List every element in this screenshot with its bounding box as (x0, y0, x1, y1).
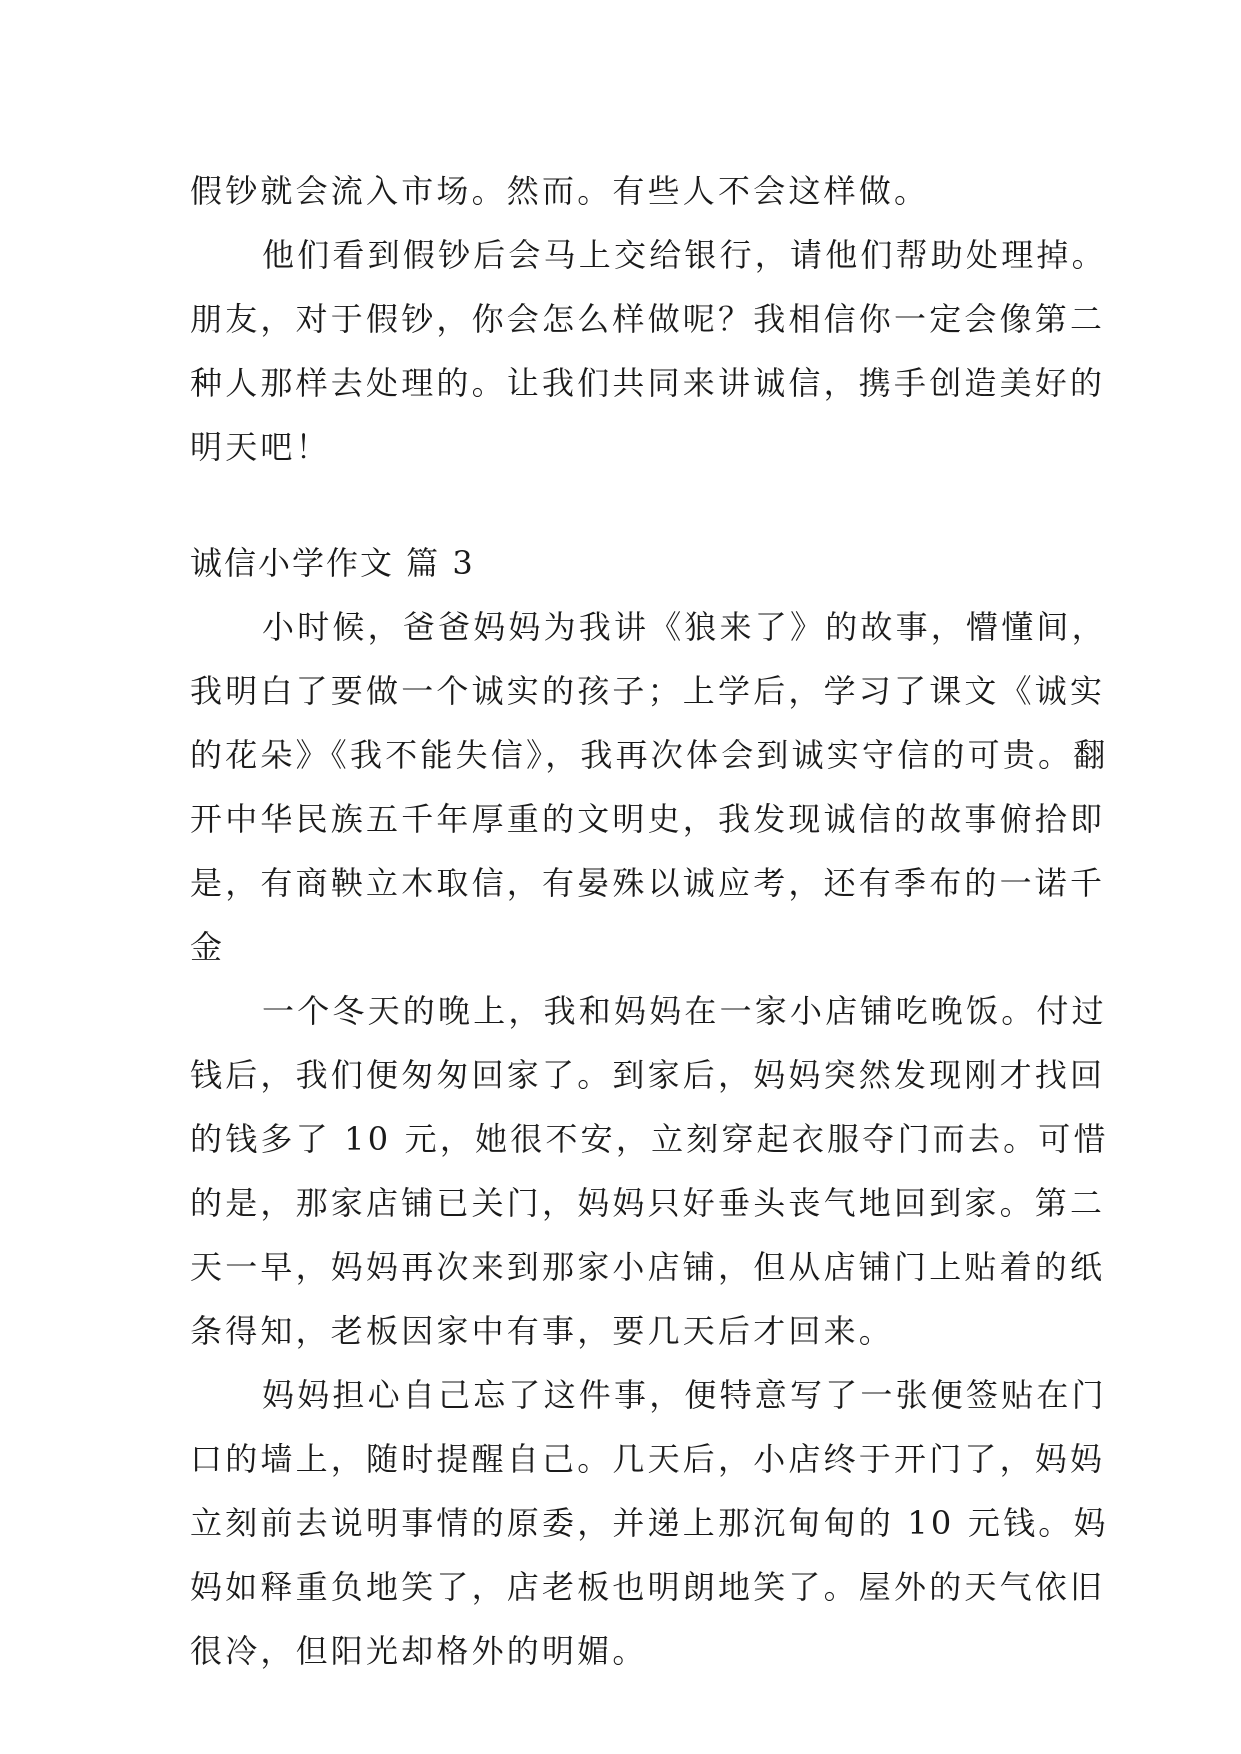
text-line: 钱后，我们便匆匆回家了。到家后，妈妈突然发现刚才找回 (190, 1056, 1106, 1094)
text-line: 他们看到假钞后会马上交给银行，请他们帮助处理掉。 (262, 236, 1107, 274)
text-line: 的钱多了 10 元，她很不安，立刻穿起衣服夺门而去。可惜 (190, 1120, 1109, 1158)
section-heading: 诚信小学作文 篇 3 (190, 544, 475, 582)
text-line: 妈妈担心自己忘了这件事，便特意写了一张便签贴在门 (262, 1376, 1107, 1414)
text-line: 立刻前去说明事情的原委，并递上那沉甸甸的 10 元钱。妈 (190, 1504, 1109, 1542)
paragraph (190, 1363, 1109, 1683)
text-line: 金 (190, 928, 226, 966)
continuation-paragraph (190, 159, 1070, 223)
text-line: 开中华民族五千年厚重的文明史，我发现诚信的故事俯拾即 (190, 800, 1106, 838)
text-line: 朋友，对于假钞，你会怎么样做呢？我相信你一定会像第二 (190, 300, 1106, 338)
text-line: 很冷，但阳光却格外的明媚。 (190, 1632, 648, 1670)
paragraph (190, 595, 1109, 979)
text-line: 明天吧！ (190, 428, 331, 466)
paragraph (190, 979, 1109, 1363)
text-line: 妈如释重负地笑了，店老板也明朗地笑了。屋外的天气依旧 (190, 1568, 1106, 1606)
text-line: 口的墙上，随时提醒自己。几天后，小店终于开门了，妈妈 (190, 1440, 1106, 1478)
text-line: 是，有商鞅立木取信，有晏殊以诚应考，还有季布的一诺千 (190, 864, 1106, 902)
text-line: 的是，那家店铺已关门，妈妈只好垂头丧气地回到家。第二 (190, 1184, 1106, 1222)
text-line: 小时候，爸爸妈妈为我讲《狼来了》的故事，懵懂间， (262, 608, 1107, 646)
text-line: 天一早，妈妈再次来到那家小店铺，但从店铺门上贴着的纸 (190, 1248, 1106, 1286)
text-line: 我明白了要做一个诚实的孩子；上学后，学习了课文《诚实 (190, 672, 1106, 710)
text-line: 假钞就会流入市场。然而。有些人不会这样做。 (190, 172, 930, 210)
document-body (190, 159, 1109, 1683)
text-line: 条得知，老板因家中有事，要几天后才回来。 (190, 1312, 895, 1350)
section-spacer (190, 479, 1070, 531)
text-line: 一个冬天的晚上，我和妈妈在一家小店铺吃晚饭。付过 (262, 992, 1107, 1030)
paragraph (190, 223, 1107, 479)
text-line: 种人那样去处理的。让我们共同来讲诚信，携手创造美好的 (190, 364, 1106, 402)
text-line: 的花朵》《我不能失信》，我再次体会到诚实守信的可贵。翻 (190, 736, 1109, 774)
